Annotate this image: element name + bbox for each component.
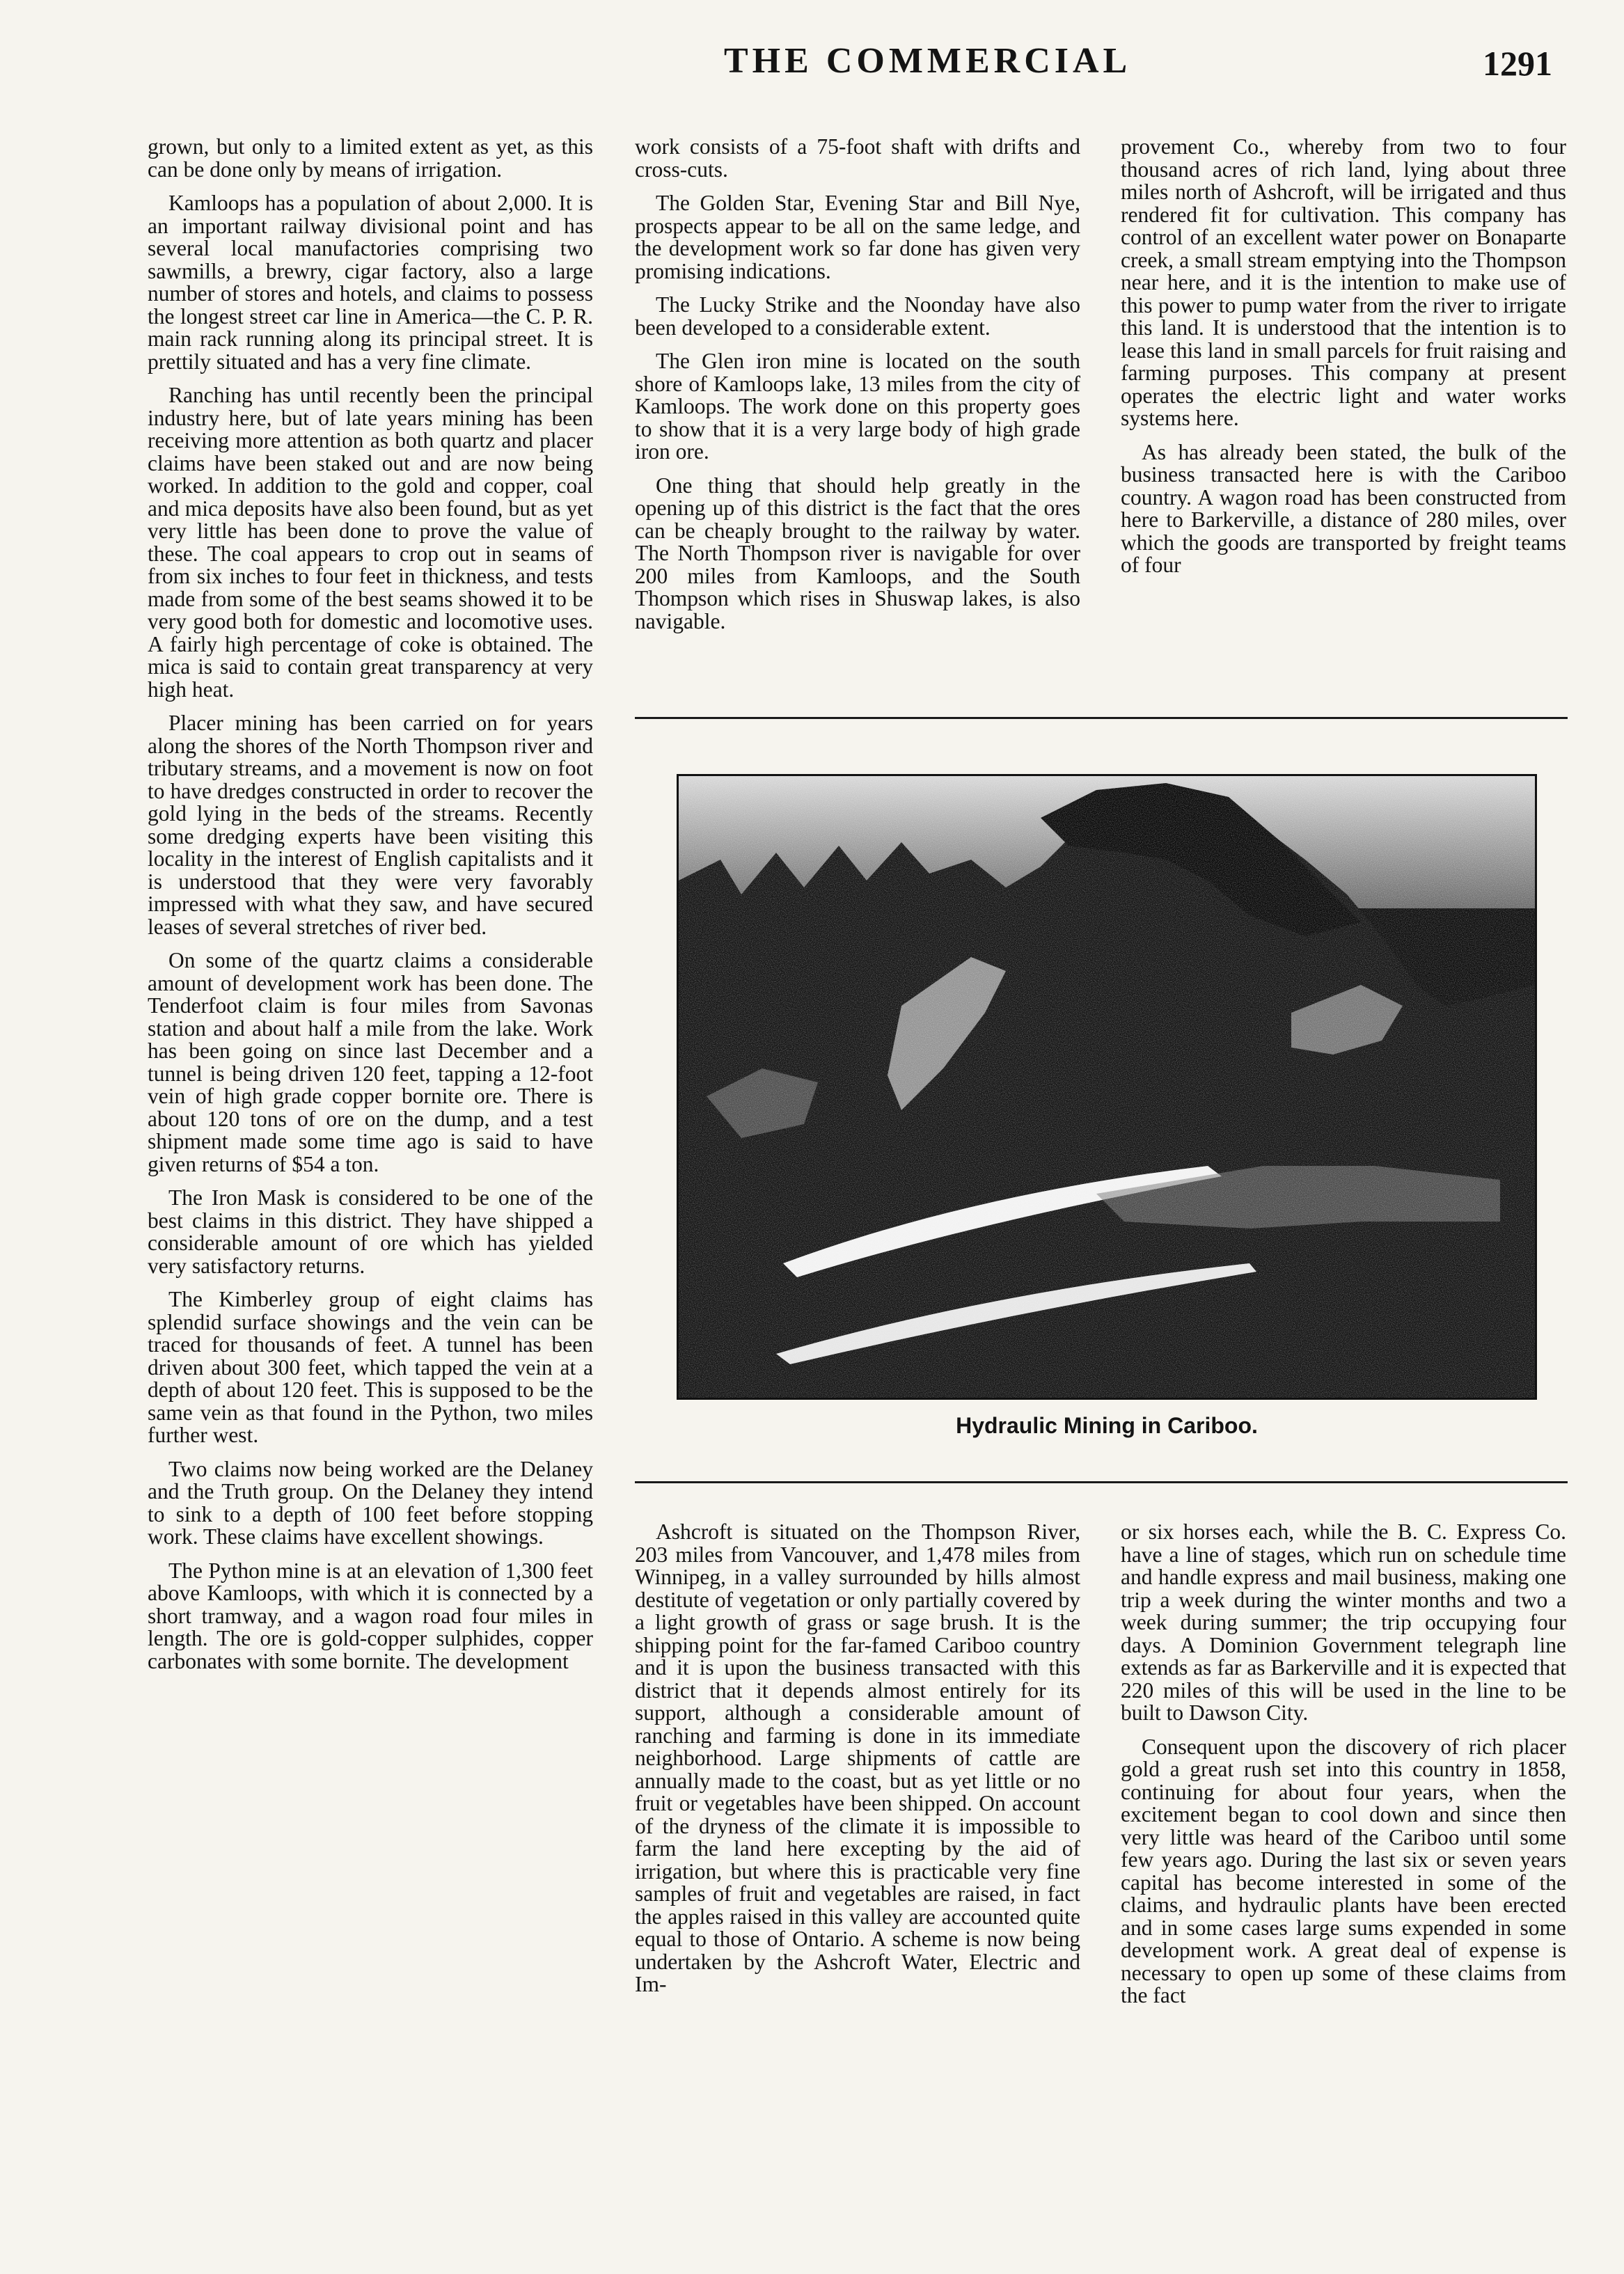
paragraph: grown, but only to a limited extent as yet, as this can be done only by means of irrigation. bbox=[148, 134, 593, 182]
hydraulic-mining-photo bbox=[677, 774, 1537, 1400]
paragraph: The Iron Mask is considered to be one of the best claims in this district. They have shipped a considerable amount of ore which has yielded very satisfactory returns. bbox=[148, 1185, 593, 1278]
column-middle-top bbox=[635, 136, 1080, 644]
paragraph: work consists of a 75-foot shaft with drifts and cross-cuts. bbox=[635, 134, 1080, 182]
column-right-bottom bbox=[1121, 1521, 1566, 2019]
column-right-top bbox=[1121, 136, 1566, 588]
paragraph: provement Co., whereby from two to four thousand acres of rich land, lying about three miles north of Ashcroft, will be irrigated and thus rendered fit for cultivation. This company has control of an excellent water power on Bonaparte creek, a small stream emptying into the Thompson near here, and it is the intention to make use of this power to pump water from the river to irrigate this land. It is understood that the intention is to lease this land in small parcels for fruit raising and farming purposes. This company at present operates the electric light and water works systems here. bbox=[1121, 134, 1566, 430]
paragraph: The Python mine is at an elevation of 1,300 feet above Kamloops, with which it is connected by a short tramway, and a wagon road four miles in length. The ore is gold-copper sulphides, copper carbonates with some bornite. The development bbox=[148, 1558, 593, 1673]
paragraph: One thing that should help greatly in the opening up of this district is the fact that the ores can be cheaply brought to the railway by water. The North Thompson river is navigable for over 200 miles from Kamloops, and the South Thompson which rises in Shuswap lakes, is also navigable. bbox=[635, 473, 1080, 633]
paragraph: Ashcroft is situated on the Thompson River, 203 miles from Vancouver, and 1,478 miles from Winnipeg, in a valley surrounded by hills almost destitute of vegetation or only partially covered by a light growth of grass or sage brush. It is the shipping point for the far-famed Cariboo country and it is upon the business transacted with this district that it depends almost entirely for its support, although a considerable amount of ranching and farming is done in its immediate neighborhood. Large shipments of cattle are annually made to the coast, but as yet little or no fruit or vegetables have been shipped. On account of the dryness of the climate it is impossible to farm the land here excepting by the aid of irrigation, but where this is practicable very fine samples of fruit and vegetables are raised, in fact the apples raised in this valley are accounted quite equal to those of Ontario. A scheme is now being undertaken by the Ashcroft Water, Electric and Im- bbox=[635, 1519, 1080, 1996]
paragraph: The Kimberley group of eight claims has splendid surface showings and the vein can be traced for thousands of feet. A tunnel has been driven about 300 feet, which tapped the vein at a depth of about 120 feet. This is supposed to be the same vein as that found in the Python, two miles further west. bbox=[148, 1287, 593, 1447]
rule-below-figure bbox=[635, 1481, 1568, 1483]
paragraph: Placer mining has been carried on for years along the shores of the North Thompson river and tributary streams, and a movement is now on foot to have dredges constructed in order to recover the gold lying in the beds of the streams. Recently some dredging experts have been visiting this locality in the interest of English capitalists and it is understood that they were very favorably impressed with what they saw, and have secured leases of several stretches of river bed. bbox=[148, 711, 593, 939]
photo-illustration bbox=[679, 776, 1535, 1398]
paragraph: The Golden Star, Evening Star and Bill Nye, prospects appear to be all on the same ledge, and the development work so far done has given very promising indications. bbox=[635, 191, 1080, 283]
paragraph: As has already been stated, the bulk of the business transacted here is with the Cariboo country. A wagon road has been constructed from here to Barkerville, a distance of 280 miles, over which the goods are transported by freight teams of four bbox=[1121, 439, 1566, 577]
paragraph: Two claims now being worked are the Delaney and the Truth group. On the Delaney they intend to sink to a depth of 100 feet before stopping work. These claims have excellent showings. bbox=[148, 1456, 593, 1549]
page-number: 1291 bbox=[1483, 44, 1552, 83]
rule-above-figure bbox=[635, 717, 1568, 719]
paragraph: Ranching has until recently been the principal industry here, but of late years mining has been receiving more attention as both quartz and placer claims have been staked out and are now being worked. In addition to the gold and copper, coal and mica deposits have also been found, but as yet very little has been done to prove the value of these. The coal appears to crop out in seams of from six inches to four feet in thickness, and tests made from some of the best seams showed it to be very good both for domestic and locomotive uses. A fairly high percentage of coke is obtained. The mica is said to contain great transparency at very high heat. bbox=[148, 383, 593, 702]
paragraph: Kamloops has a population of about 2,000. It is an important railway divisional point and has several local manufactories comprising two sawmills, a brewry, cigar factory, also a large number of stores and hotels, and claims to possess the longest street car line in America—the C. P. R. main rack running along its principal street. It is prettily situated and has a very fine climate. bbox=[148, 191, 593, 374]
paragraph: On some of the quartz claims a considerable amount of development work has been done. The Tenderfoot claim is four miles from Savonas station and about half a mile from the lake. Work has been going on since last December and a tunnel is being driven 120 feet, tapping a 12-foot vein of high grade copper bornite ore. There is about 120 tons of ore on the dump, and a test shipment made some time ago is said to have given returns of $54 a ton. bbox=[148, 948, 593, 1176]
column-left bbox=[148, 136, 593, 1684]
publication-title: THE COMMERCIAL bbox=[724, 41, 1132, 81]
paragraph: or six horses each, while the B. C. Express Co. have a line of stages, which run on schedule time and handle express and mail business, making one trip a week during the winter months and two a week during summer; the trip occupying four days. A Dominion Government telegraph line extends as far as Barkerville and it is expected that 220 miles of this will be used in the line to be built to Dawson City. bbox=[1121, 1519, 1566, 1725]
paragraph: The Glen iron mine is located on the south shore of Kamloops lake, 13 miles from the city of Kamloops. The work done on this property goes to show that it is a very large body of high grade iron ore. bbox=[635, 349, 1080, 464]
figure-caption: Hydraulic Mining in Cariboo. bbox=[956, 1413, 1258, 1438]
paragraph: The Lucky Strike and the Noonday have also been developed to a considerable extent. bbox=[635, 292, 1080, 340]
paragraph: Consequent upon the discovery of rich placer gold a great rush set into this country in 1858, continuing for about four years, when the excitement began to cool down and since then very little was heard of the Cariboo until some few years ago. During the last six or seven years capital has become interested in some of the claims, and hydraulic plants have been erected and in some cases large sums expended in some development work. A great deal of expense is necessary to open up some of these claims from the fact bbox=[1121, 1734, 1566, 2007]
column-middle-bottom bbox=[635, 1521, 1080, 2007]
